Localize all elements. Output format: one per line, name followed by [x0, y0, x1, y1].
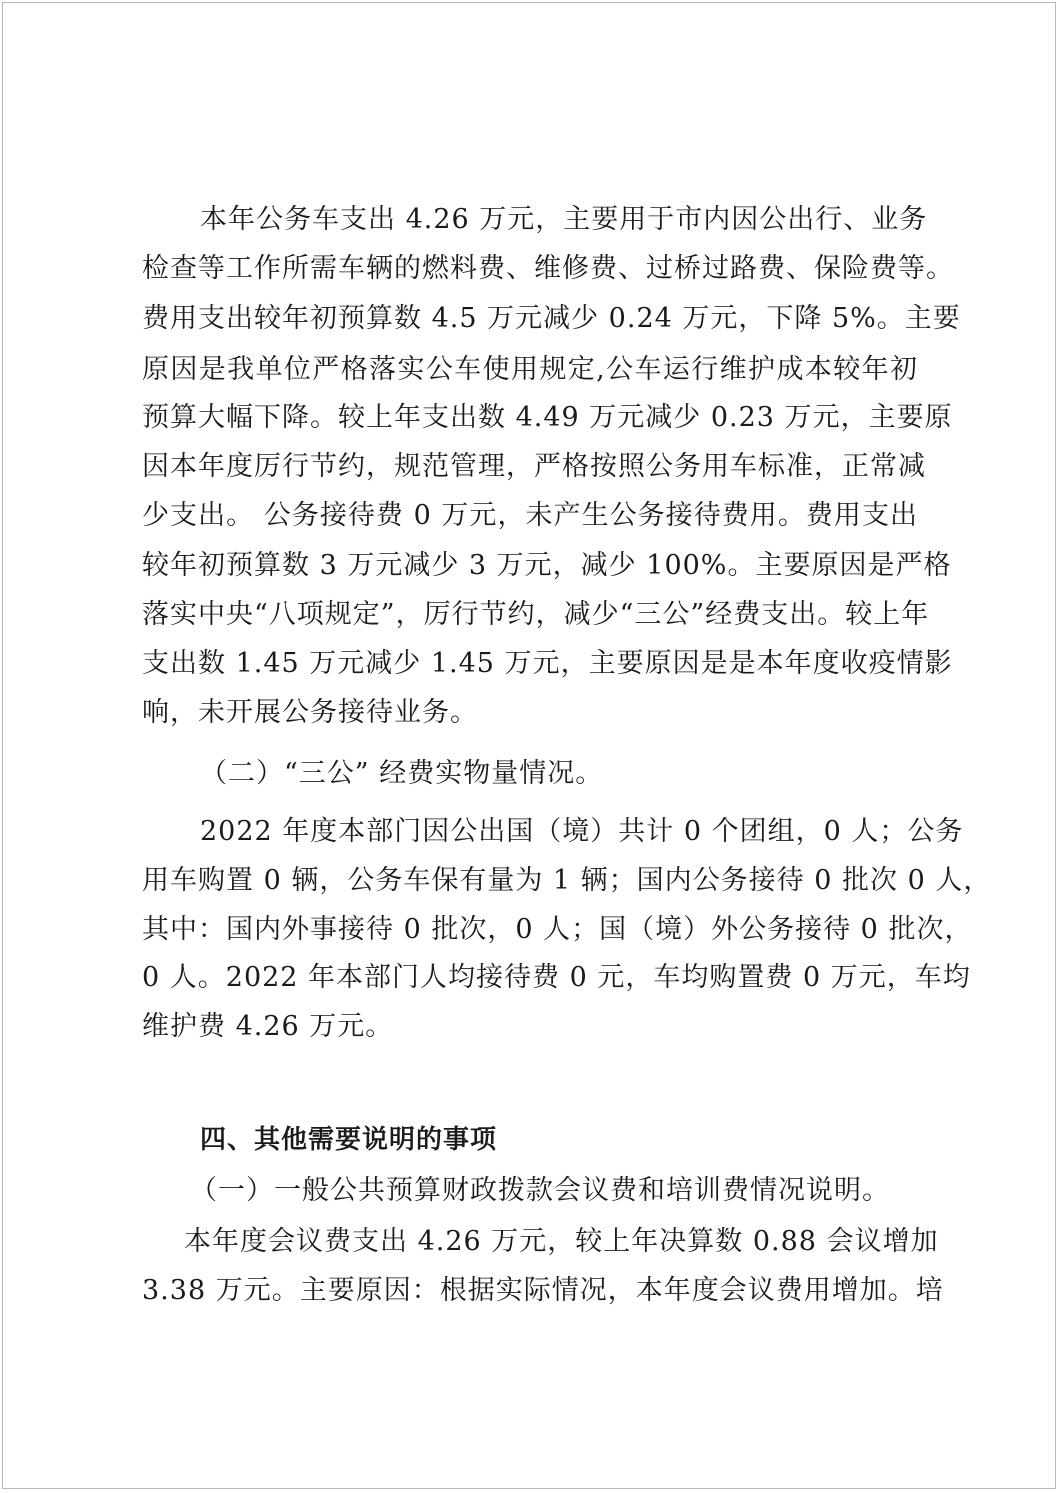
- paragraph-line: 检查等工作所需车辆的燃料费、维修费、过桥过路费、保险费等。: [142, 253, 954, 284]
- paragraph-line: 本年度会议费支出 4.26 万元，较上年决算数 0.88 会议增加: [184, 1226, 939, 1257]
- section-subheading: （二）“三公” 经费实物量情况。: [200, 758, 604, 789]
- paragraph-line: 其中：国内外事接待 0 批次，0 人；国（境）外公务接待 0 批次，: [142, 914, 973, 945]
- paragraph-line: 费用支出较年初预算数 4.5 万元减少 0.24 万元，下降 5%。主要: [142, 303, 961, 334]
- paragraph-line: 少支出。 公务接待费 0 万元，未产生公务接待费用。费用支出: [142, 500, 918, 531]
- paragraph-line: 2022 年度本部门因公出国（境）共计 0 个团组，0 人；公务: [200, 816, 964, 847]
- paragraph-line: 支出数 1.45 万元减少 1.45 万元，主要原因是是本年度收疫情影: [142, 648, 953, 679]
- paragraph-line: 因本年度厉行节约，规范管理，严格按照公务用车标准，正常减: [142, 451, 926, 482]
- section-heading: 四、其他需要说明的事项: [200, 1125, 498, 1155]
- paragraph-line: 落实中央“八项规定”，厉行节约，减少“三公”经费支出。较上年: [142, 599, 930, 630]
- paragraph-line: 较年初预算数 3 万元减少 3 万元，减少 100%。主要原因是严格: [142, 550, 952, 581]
- paragraph-line: 0 人。2022 年本部门人均接待费 0 元，车均购置费 0 万元，车均: [142, 962, 971, 993]
- paragraph-line: 用车购置 0 辆，公务车保有量为 1 辆；国内公务接待 0 批次 0 人，: [142, 865, 992, 896]
- section-subheading: （一）一般公共预算财政拨款会议费和培训费情况说明。: [190, 1175, 890, 1206]
- paragraph-line: 3.38 万元。主要原因：根据实际情况，本年度会议费用增加。培: [142, 1275, 944, 1306]
- paragraph-line: 维护费 4.26 万元。: [142, 1011, 394, 1042]
- paragraph-line: 本年公务车支出 4.26 万元，主要用于市内因公出行、业务: [200, 204, 928, 235]
- paragraph-line: 预算大幅下降。较上年支出数 4.49 万元减少 0.23 万元，主要原: [142, 402, 953, 433]
- paragraph-line: 响，未开展公务接待业务。: [142, 697, 478, 728]
- paragraph-line: 原因是我单位严格落实公车使用规定,公车运行维护成本较年初: [142, 354, 918, 385]
